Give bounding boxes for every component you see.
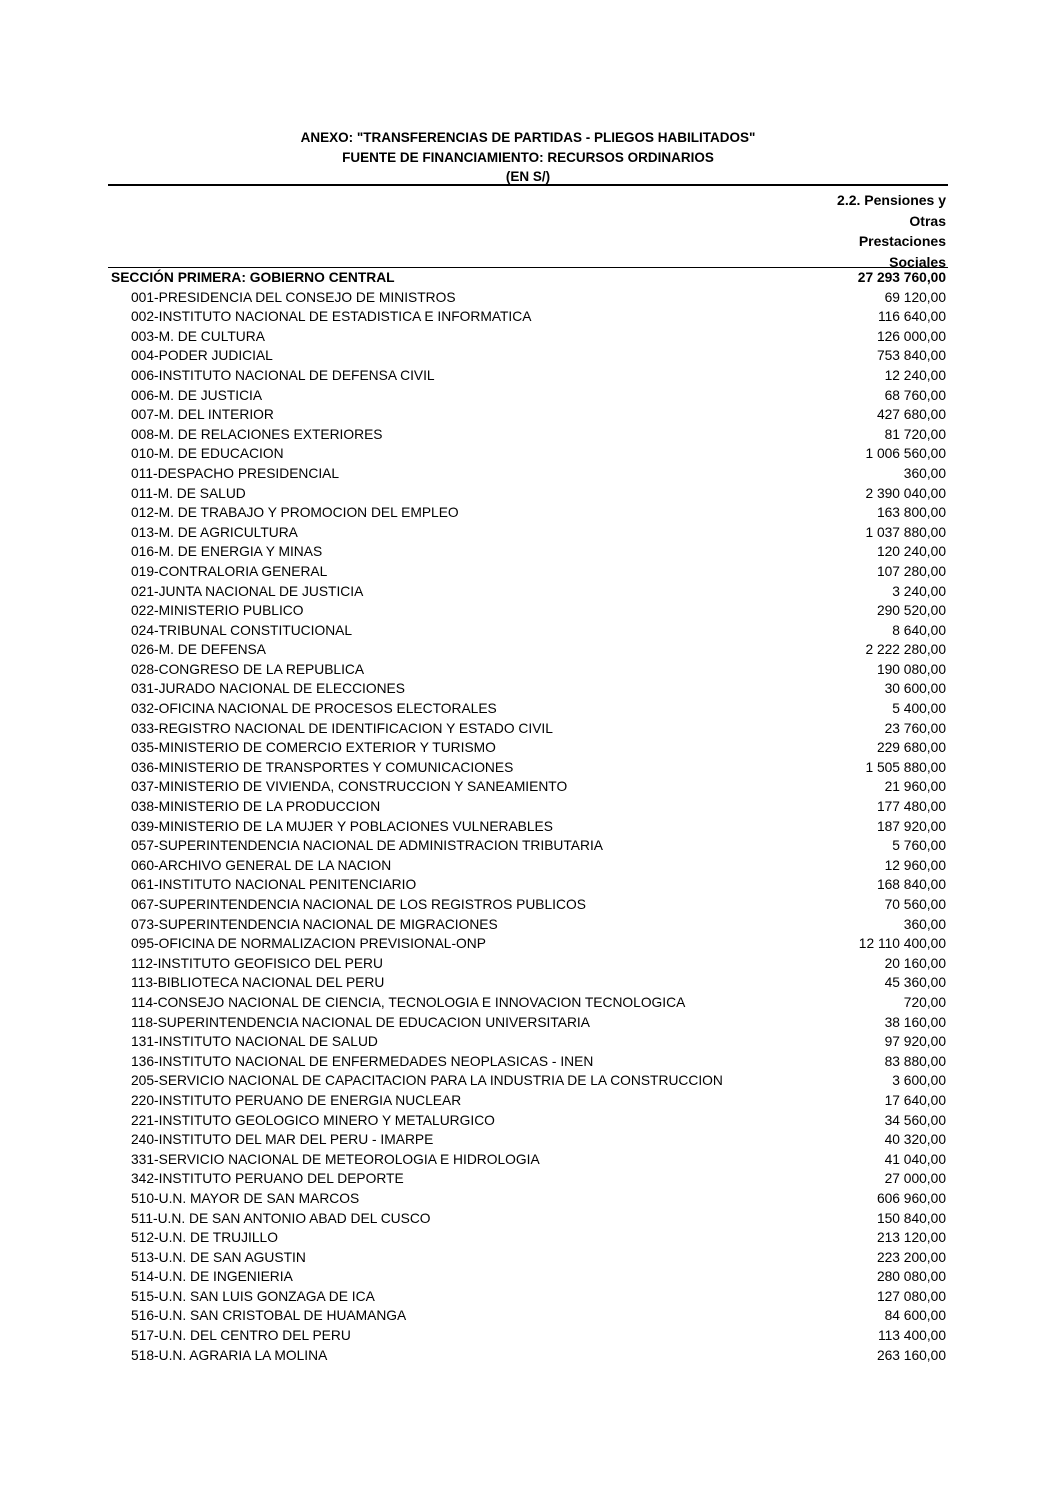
entity-name: 073-SUPERINTENDENCIA NACIONAL DE MIGRACIONES — [131, 916, 498, 932]
entity-name: 037-MINISTERIO DE VIVIENDA, CONSTRUCCION Y SANEAMIENTO — [131, 779, 568, 795]
amount-value: 116 640,00 — [877, 309, 946, 325]
table-row — [108, 1052, 948, 1072]
amount-value: 68 760,00 — [884, 387, 946, 403]
amount-value: 606 960,00 — [876, 1190, 946, 1206]
table-row — [108, 777, 948, 797]
entity-name: 136-INSTITUTO NACIONAL DE ENFERMEDADES NEOPLASICAS - INEN — [131, 1053, 594, 1069]
table-row — [108, 1169, 948, 1189]
entity-name: 114-CONSEJO NACIONAL DE CIENCIA, TECNOLOGIA E INNOVACION TECNOLOGICA — [131, 994, 686, 1010]
table-row — [108, 1013, 948, 1033]
table-row — [108, 601, 948, 621]
amount-value: 12 240,00 — [884, 367, 946, 383]
amount-value: 8 640,00 — [892, 622, 946, 638]
amount-value: 126 000,00 — [876, 328, 946, 344]
entity-name: 007-M. DEL INTERIOR — [131, 407, 274, 423]
entity-name: 008-M. DE RELACIONES EXTERIORES — [131, 426, 383, 442]
entity-name: 061-INSTITUTO NACIONAL PENITENCIARIO — [131, 877, 417, 893]
amount-value: 69 120,00 — [884, 289, 946, 305]
table-row — [108, 1306, 948, 1326]
entity-name: 024-TRIBUNAL CONSTITUCIONAL — [131, 622, 353, 638]
amount-value: 34 560,00 — [884, 1112, 946, 1128]
amount-value: 290 520,00 — [876, 603, 946, 619]
entity-name: 003-M. DE CULTURA — [131, 328, 265, 344]
table-row — [108, 1189, 948, 1209]
table-row — [108, 719, 948, 739]
amount-value: 97 920,00 — [884, 1034, 946, 1050]
top-rule — [108, 184, 948, 186]
table-row — [108, 484, 948, 504]
entity-name: 118-SUPERINTENDENCIA NACIONAL DE EDUCACION UNIVERSITARIA — [131, 1014, 590, 1030]
amount-value: 1 505 880,00 — [865, 759, 946, 775]
entity-name: 021-JUNTA NACIONAL DE JUSTICIA — [131, 583, 364, 599]
column-header-line: Sociales — [889, 253, 946, 270]
entity-name: 038-MINISTERIO DE LA PRODUCCION — [131, 799, 381, 815]
amount-value: 190 080,00 — [876, 661, 946, 677]
entity-name: 011-M. DE SALUD — [131, 485, 246, 501]
amount-value: 1 006 560,00 — [865, 446, 946, 462]
amount-value: 223 200,00 — [876, 1249, 946, 1265]
entity-name: 004-PODER JUDICIAL — [131, 348, 273, 364]
entity-name: 342-INSTITUTO PERUANO DEL DEPORTE — [131, 1171, 404, 1187]
amount-value: 113 400,00 — [877, 1328, 946, 1344]
entity-name: 518-U.N. AGRARIA LA MOLINA — [131, 1347, 328, 1363]
column-header — [700, 190, 946, 272]
entity-name: 057-SUPERINTENDENCIA NACIONAL DE ADMINISTRACION TRIBUTARIA — [131, 838, 603, 854]
amount-value: 280 080,00 — [876, 1269, 946, 1285]
entity-name: 039-MINISTERIO DE LA MUJER Y POBLACIONES VULNERABLES — [131, 818, 553, 834]
table-row — [108, 660, 948, 680]
entity-name: 019-CONTRALORIA GENERAL — [131, 563, 328, 579]
amount-value: 41 040,00 — [884, 1151, 946, 1167]
column-header-line: Prestaciones — [858, 233, 946, 249]
amount-value: 213 120,00 — [876, 1230, 946, 1246]
amount-value: 38 160,00 — [884, 1014, 946, 1030]
table-row — [108, 503, 948, 523]
entity-name: 112-INSTITUTO GEOFISICO DEL PERU — [131, 955, 383, 971]
table-row — [108, 1209, 948, 1229]
table-row — [108, 836, 948, 856]
entity-name: 512-U.N. DE TRUJILLO — [131, 1230, 278, 1246]
table-row — [108, 444, 948, 464]
table-row — [108, 1130, 948, 1150]
table-row — [108, 562, 948, 582]
entity-name: 515-U.N. SAN LUIS GONZAGA DE ICA — [131, 1288, 375, 1304]
table-row — [108, 1071, 948, 1091]
table-row — [108, 1326, 948, 1346]
entity-name: 221-INSTITUTO GEOLOGICO MINERO Y METALURGICO — [131, 1112, 495, 1128]
entity-name: 001-PRESIDENCIA DEL CONSEJO DE MINISTROS — [131, 289, 456, 305]
amount-value: 45 360,00 — [884, 975, 946, 991]
table-row — [108, 797, 948, 817]
table-row — [108, 542, 948, 562]
amount-value: 187 920,00 — [876, 818, 946, 834]
entity-name: 016-M. DE ENERGIA Y MINAS — [131, 544, 323, 560]
table-row — [108, 1228, 948, 1248]
entity-name: 011-DESPACHO PRESIDENCIAL — [131, 465, 340, 481]
column-header-line: 2.2. Pensiones y — [837, 192, 946, 208]
entity-name: 013-M. DE AGRICULTURA — [131, 524, 298, 540]
document-title: ANEXO: "TRANSFERENCIAS DE PARTIDAS - PLIEGOS HABILITADOS" — [300, 130, 756, 145]
amount-value: 27 000,00 — [884, 1171, 946, 1187]
table-row — [108, 699, 948, 719]
table-row — [108, 582, 948, 602]
table-row — [108, 405, 948, 425]
table-row — [108, 346, 948, 366]
entity-name: 036-MINISTERIO DE TRANSPORTES Y COMUNICACIONES — [131, 759, 514, 775]
amount-value: 20 160,00 — [884, 955, 946, 971]
amount-value: 83 880,00 — [884, 1053, 946, 1069]
units-label: (EN S/) — [505, 169, 551, 184]
amount-value: 23 760,00 — [884, 720, 946, 736]
table-row — [108, 1267, 948, 1287]
amount-value: 360,00 — [903, 465, 946, 481]
amount-value: 177 480,00 — [876, 799, 946, 815]
table-row — [108, 738, 948, 758]
amount-value: 720,00 — [903, 994, 946, 1010]
table-row — [108, 758, 948, 778]
amount-value: 229 680,00 — [876, 740, 946, 756]
entity-name: 511-U.N. DE SAN ANTONIO ABAD DEL CUSCO — [131, 1210, 431, 1226]
table-row — [108, 1091, 948, 1111]
entity-name: 035-MINISTERIO DE COMERCIO EXTERIOR Y TURISMO — [131, 740, 496, 756]
entity-name: 022-MINISTERIO PUBLICO — [131, 603, 304, 619]
amount-value: 12 960,00 — [884, 857, 946, 873]
entity-name: 032-OFICINA NACIONAL DE PROCESOS ELECTORALES — [131, 701, 497, 717]
entity-name: 510-U.N. MAYOR DE SAN MARCOS — [131, 1190, 360, 1206]
entity-name: 012-M. DE TRABAJO Y PROMOCION DEL EMPLEO — [131, 505, 459, 521]
amount-value: 2 222 280,00 — [865, 642, 946, 658]
amount-value: 2 390 040,00 — [865, 485, 946, 501]
document-subtitle: FUENTE DE FINANCIAMIENTO: RECURSOS ORDINARIOS — [342, 149, 714, 165]
table-row — [108, 307, 948, 327]
table-row — [108, 640, 948, 660]
table-row — [108, 856, 948, 876]
amount-value: 84 600,00 — [884, 1308, 946, 1324]
entity-name: 095-OFICINA DE NORMALIZACION PREVISIONAL-ONP — [131, 936, 486, 952]
entity-name: 205-SERVICIO NACIONAL DE CAPACITACION PARA LA INDUSTRIA DE LA CONSTRUCCION — [131, 1073, 723, 1089]
entity-name: 006-INSTITUTO NACIONAL DE DEFENSA CIVIL — [131, 367, 435, 383]
entity-name: 331-SERVICIO NACIONAL DE METEOROLOGIA E HIDROLOGIA — [131, 1151, 540, 1167]
amount-value: 127 080,00 — [876, 1288, 946, 1304]
table-row — [108, 1111, 948, 1131]
amount-value: 360,00 — [903, 916, 946, 932]
section-name: SECCIÓN PRIMERA: GOBIERNO CENTRAL — [111, 270, 395, 285]
table-row — [108, 934, 948, 954]
table-row — [108, 327, 948, 347]
entity-name: 513-U.N. DE SAN AGUSTIN — [131, 1249, 306, 1265]
amount-value: 168 840,00 — [876, 877, 946, 893]
entity-name: 113-BIBLIOTECA NACIONAL DEL PERU — [131, 975, 385, 991]
entity-name: 514-U.N. DE INGENIERIA — [131, 1269, 293, 1285]
amount-value: 12 110 400,00 — [858, 936, 946, 952]
table-row — [108, 288, 948, 308]
entity-name: 006-M. DE JUSTICIA — [131, 387, 263, 403]
amount-value: 5 400,00 — [892, 701, 946, 717]
table-row — [108, 1032, 948, 1052]
section-total: 27 293 760,00 — [857, 270, 946, 285]
entity-name: 010-M. DE EDUCACION — [131, 446, 284, 462]
table-row — [108, 1346, 948, 1366]
amount-value: 3 240,00 — [892, 583, 946, 599]
amount-value: 30 600,00 — [884, 681, 946, 697]
table-row — [108, 915, 948, 935]
entity-name: 026-M. DE DEFENSA — [131, 642, 266, 658]
entity-name: 031-JURADO NACIONAL DE ELECCIONES — [131, 681, 405, 697]
amount-value: 150 840,00 — [876, 1210, 946, 1226]
amount-value: 5 760,00 — [892, 838, 946, 854]
amount-value: 1 037 880,00 — [865, 524, 946, 540]
table-row — [108, 464, 948, 484]
entity-name: 516-U.N. SAN CRISTOBAL DE HUAMANGA — [131, 1308, 407, 1324]
table-row — [108, 973, 948, 993]
amount-value: 163 800,00 — [876, 505, 946, 521]
entity-name: 067-SUPERINTENDENCIA NACIONAL DE LOS REGISTROS PUBLICOS — [131, 897, 586, 912]
table-row — [108, 1287, 948, 1307]
table-row — [108, 425, 948, 445]
amount-value: 21 960,00 — [884, 779, 946, 795]
column-header-line: Otras — [909, 212, 946, 229]
table-row — [108, 875, 948, 895]
amount-value: 17 640,00 — [884, 1092, 946, 1108]
entity-name: 060-ARCHIVO GENERAL DE LA NACION — [131, 857, 392, 873]
table-row — [108, 993, 948, 1013]
table-row — [108, 817, 948, 837]
table-row — [108, 954, 948, 974]
entity-name: 220-INSTITUTO PERUANO DE ENERGIA NUCLEAR — [131, 1092, 462, 1108]
entity-name: 002-INSTITUTO NACIONAL DE ESTADISTICA E INFORMATICA — [131, 309, 532, 325]
table-row — [108, 1248, 948, 1268]
amount-value: 81 720,00 — [884, 426, 946, 442]
amount-value: 120 240,00 — [876, 544, 946, 560]
amount-value: 263 160,00 — [876, 1347, 946, 1363]
amount-value: 753 840,00 — [876, 348, 946, 364]
entity-name: 033-REGISTRO NACIONAL DE IDENTIFICACION Y ESTADO CIVIL — [131, 720, 553, 736]
amount-value: 3 600,00 — [892, 1073, 946, 1089]
table-row — [108, 1150, 948, 1170]
table-row — [108, 895, 948, 915]
entity-name: 240-INSTITUTO DEL MAR DEL PERU - IMARPE — [131, 1132, 434, 1148]
amount-value: 40 320,00 — [884, 1132, 946, 1148]
table-row — [108, 621, 948, 641]
entity-name: 028-CONGRESO DE LA REPUBLICA — [131, 661, 365, 677]
entity-name: 517-U.N. DEL CENTRO DEL PERU — [131, 1328, 351, 1344]
table-row — [108, 386, 948, 406]
section-row — [108, 268, 948, 288]
data-table — [108, 268, 948, 1365]
amount-value: 427 680,00 — [876, 407, 946, 423]
table-row — [108, 366, 948, 386]
table-row — [108, 523, 948, 543]
table-row — [108, 679, 948, 699]
entity-name: 131-INSTITUTO NACIONAL DE SALUD — [131, 1034, 378, 1050]
amount-value: 107 280,00 — [876, 563, 946, 579]
amount-value: 70 560,00 — [884, 897, 946, 912]
document-header — [108, 128, 948, 187]
